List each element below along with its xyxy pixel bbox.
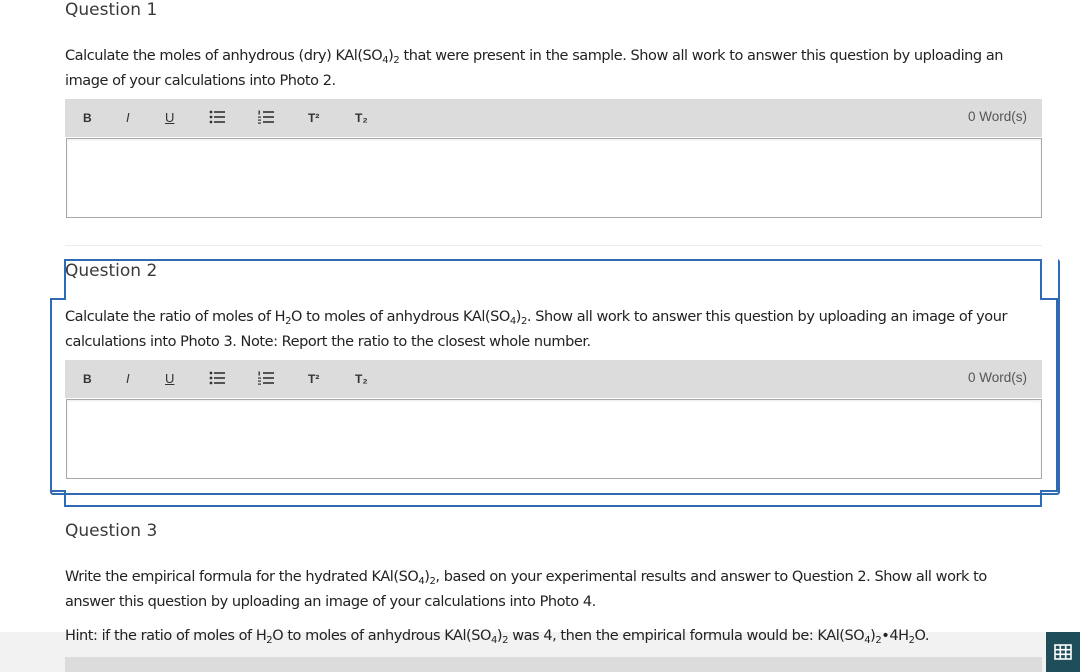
superscript-button[interactable]: T² <box>308 372 320 386</box>
question-1-answer-editor[interactable] <box>66 138 1042 218</box>
bold-button[interactable]: B <box>83 111 92 125</box>
grid-icon <box>1053 642 1073 662</box>
focus-right-edge <box>1040 259 1042 299</box>
question-3-text: Write the empirical formula for the hydrated $KAl(SO_4)_2$, based on your experimental results and answer to Question 2. Show all work to answer this question by uploading an image of your calculations into Photo 4. <box>65 569 987 610</box>
focus-left-step <box>50 298 66 300</box>
divider <box>65 245 1042 246</box>
focus-right-side <box>1056 298 1058 492</box>
focus-left-side <box>50 298 52 492</box>
numbered-list-icon[interactable] <box>257 108 275 126</box>
focus-bottom-right-step <box>1040 490 1058 492</box>
focus-notch <box>50 480 65 490</box>
italic-button[interactable]: I <box>126 110 130 125</box>
focus-top-edge <box>64 259 1042 261</box>
focus-notch <box>50 259 65 299</box>
word-count: 0 Word(s) <box>967 370 1027 385</box>
italic-button[interactable]: I <box>126 371 130 386</box>
word-count: 0 Word(s) <box>967 109 1027 124</box>
question-1-text: Calculate the moles of anhydrous (dry) $KAl(SO_4)_2$ that were present in the sample. Show all work to answer this question by uploading an image of your calculations into Photo 2. <box>65 48 1004 89</box>
focus-notch <box>1042 259 1058 299</box>
bullet-list-icon[interactable] <box>208 369 226 387</box>
question-3-toolbar <box>65 657 1042 672</box>
question-3-title: Question 3 <box>65 521 158 541</box>
question-2-answer-editor[interactable] <box>66 399 1042 479</box>
focus-bottom-edge <box>64 505 1042 507</box>
superscript-button[interactable]: T² <box>308 111 320 125</box>
question-2-text: Calculate the ratio of moles of $H_2O$ to moles of anhydrous $KAl(SO_4)_2$. Show all work to answer this question by uploading an image of your calculations into Photo 3. Note: Report the ratio to the closest whole number. <box>65 309 1007 350</box>
bold-button[interactable]: B <box>83 372 92 386</box>
question-2-title: Question 2 <box>65 261 158 281</box>
numbered-list-icon[interactable] <box>257 369 275 387</box>
question-1-title: Question 1 <box>65 0 158 20</box>
subscript-button[interactable]: T₂ <box>355 111 368 125</box>
bullet-list-icon[interactable] <box>208 108 226 126</box>
question-1-toolbar <box>65 99 1042 137</box>
question-3-hint: Hint: if the ratio of moles of $H_2O$ to moles of anhydrous $KAl(SO_4)_2$ was 4, then the empirical formula would be: $KAl(SO_4)_2•4H_2O$. <box>65 628 930 646</box>
grid-view-button[interactable] <box>1046 632 1080 672</box>
underline-button[interactable]: U <box>165 110 175 125</box>
question-2-toolbar <box>65 360 1042 398</box>
subscript-button[interactable]: T₂ <box>355 372 368 386</box>
underline-button[interactable]: U <box>165 371 175 386</box>
